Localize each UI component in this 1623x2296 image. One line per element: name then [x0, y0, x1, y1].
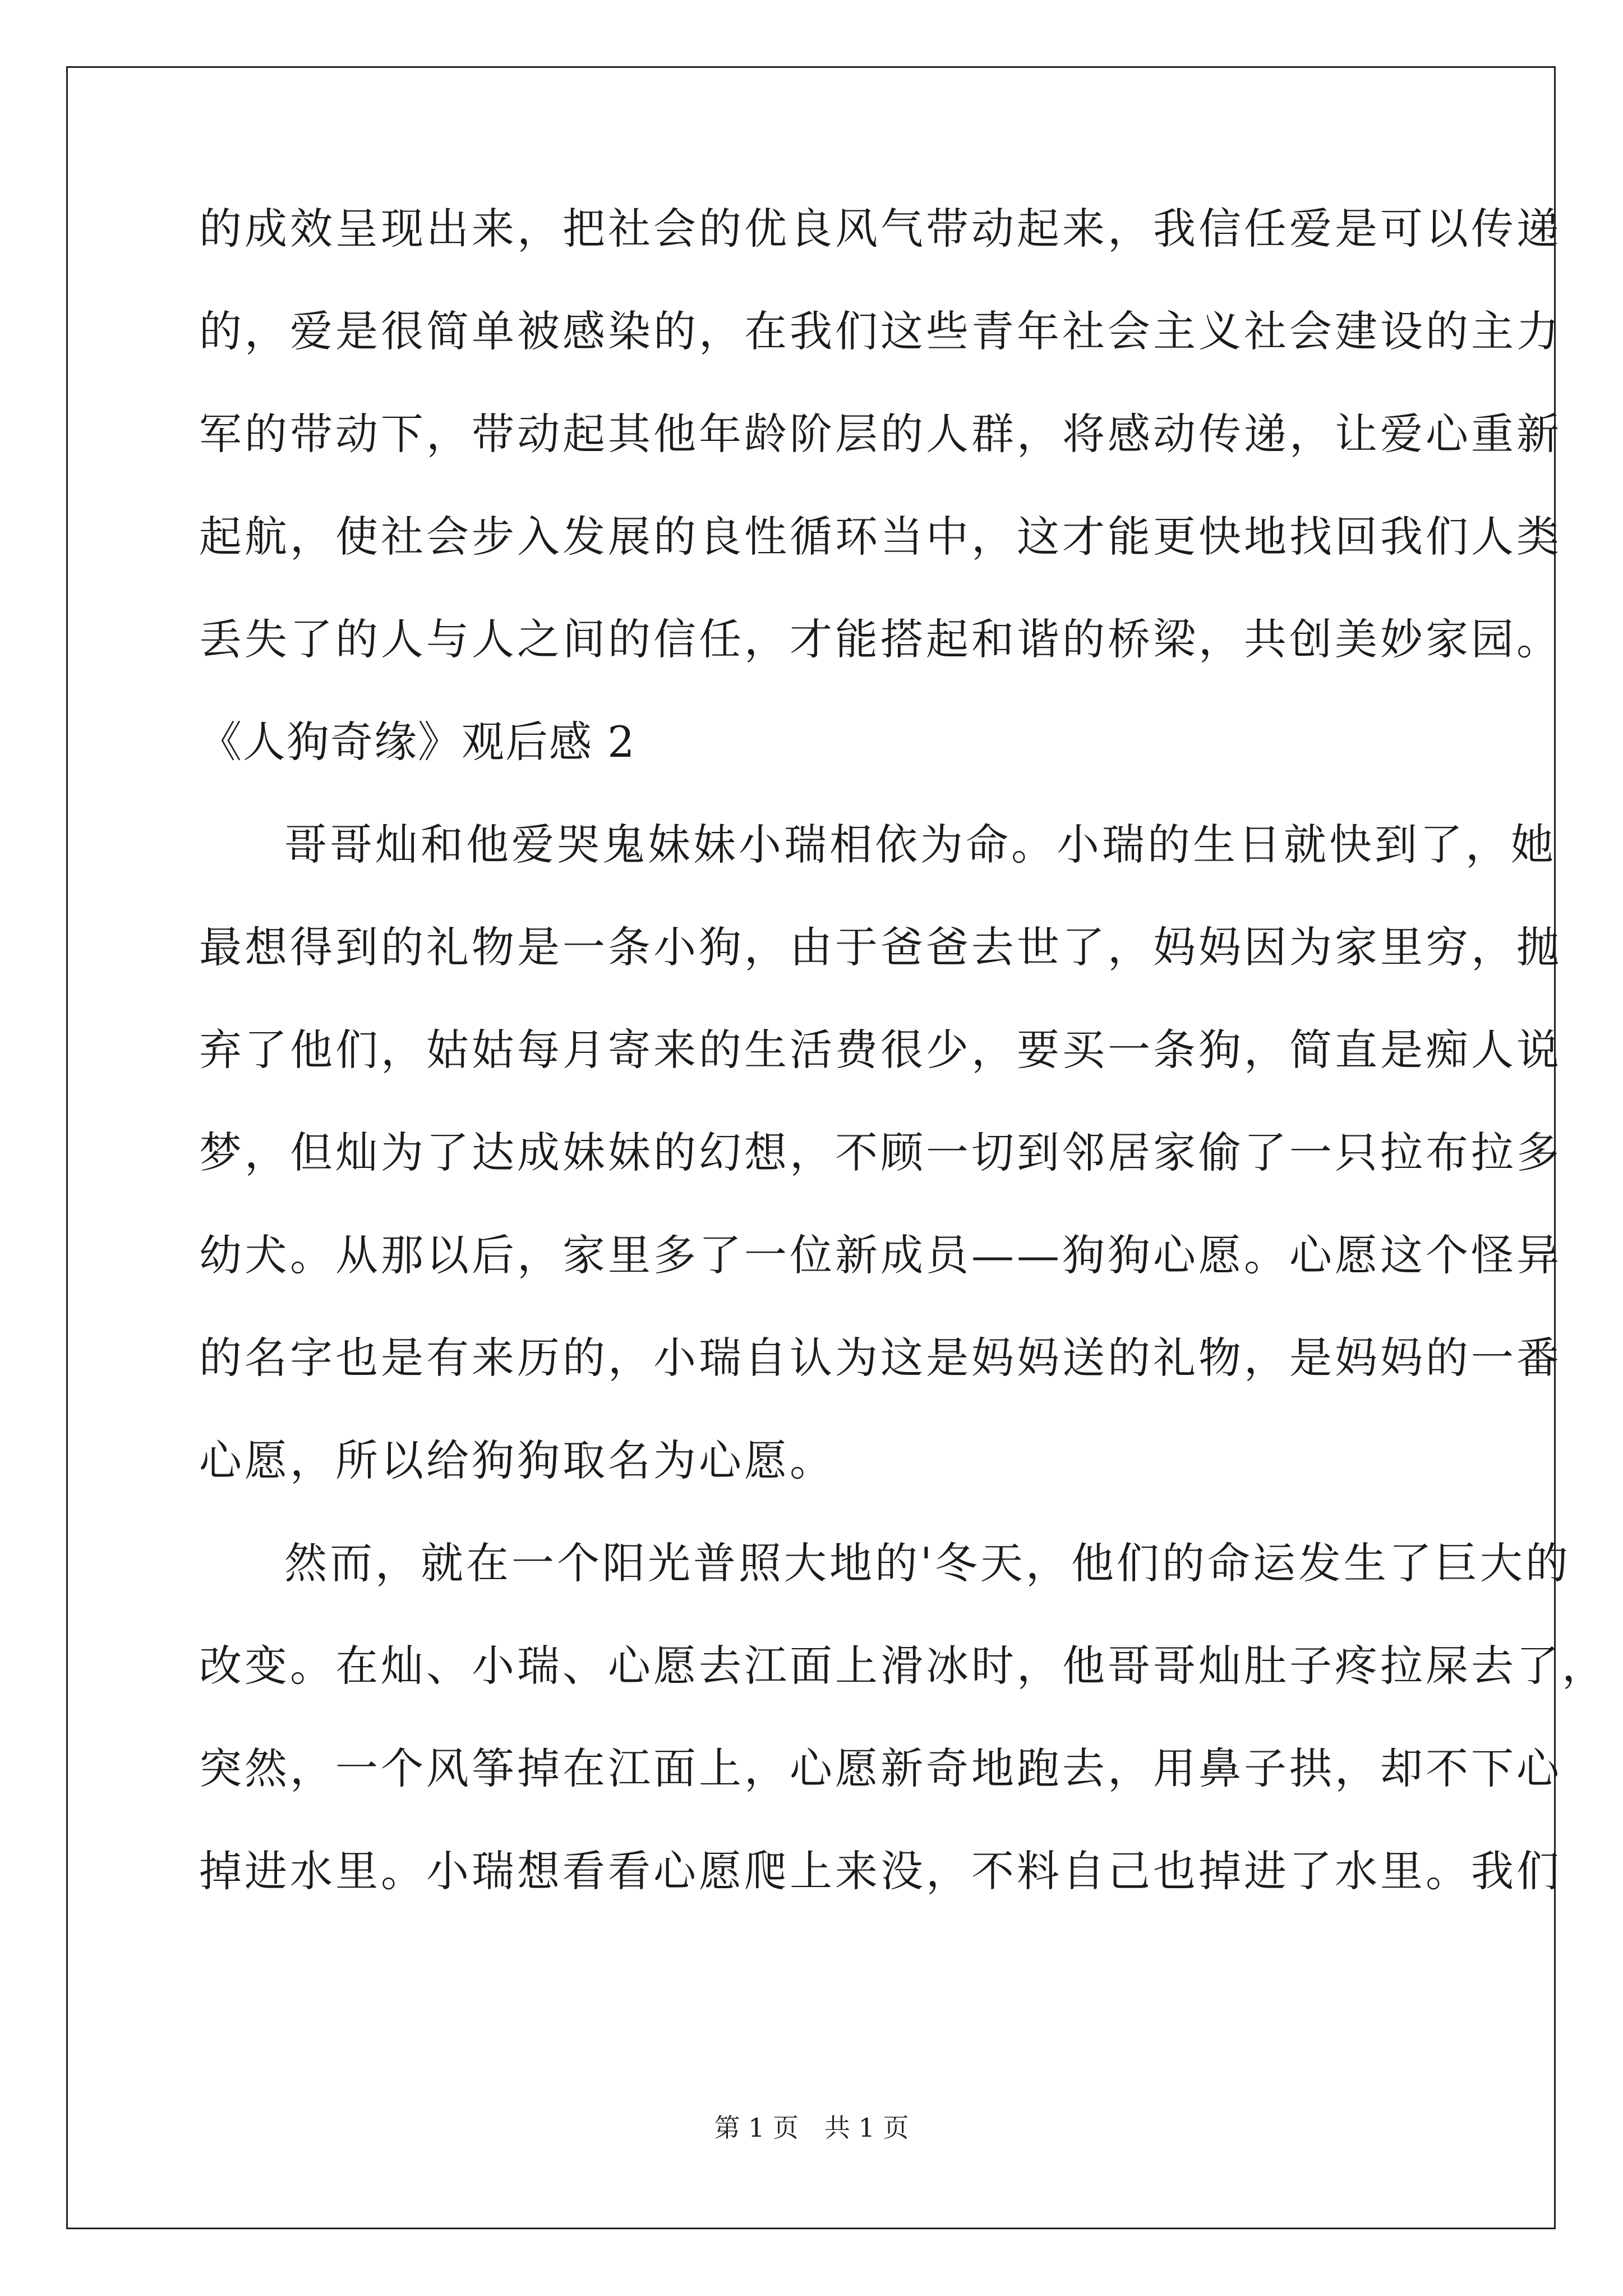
body-line: 丢失了的人与人之间的信任，才能搭起和谐的桥梁，共创美妙家园。 [199, 614, 1562, 664]
body-line: 军的带动下，带动起其他年龄阶层的人群，将感动传递，让爱心重新 [199, 409, 1562, 459]
paragraph-first-line: 然而，就在一个阳光普照大地的'冬天，他们的命运发生了巨大的 [284, 1538, 1571, 1588]
section-heading: 《人狗奇缘》观后感 2 [199, 717, 636, 767]
body-line: 掉进水里。小瑞想看看心愿爬上来没，不料自己也掉进了水里。我们 [199, 1846, 1562, 1896]
body-line: 弃了他们，姑姑每月寄来的生活费很少，要买一条狗，简直是痴人说 [199, 1025, 1562, 1075]
body-line: 改变。在灿、小瑞、心愿去江面上滑冰时，他哥哥灿肚子疼拉屎去了， [199, 1641, 1607, 1691]
body-line: 突然，一个风筝掉在江面上，心愿新奇地跑去，用鼻子拱，却不下心 [199, 1743, 1562, 1793]
page-number-footer: 第 1 页 共 1 页 [714, 2113, 909, 2143]
body-line: 最想得到的礼物是一条小狗，由于爸爸去世了，妈妈因为家里穷，抛 [199, 922, 1562, 972]
body-line: 心愿，所以给狗狗取名为心愿。 [199, 1435, 835, 1485]
body-line: 幼犬。从那以后，家里多了一位新成员——狗狗心愿。心愿这个怪异 [199, 1230, 1562, 1280]
document-body [199, 204, 1607, 1953]
body-line: 的成效呈现出来，把社会的优良风气带动起来，我信任爱是可以传递 [199, 204, 1562, 254]
body-line: 的，爱是很简单被感染的，在我们这些青年社会主义社会建设的主力 [199, 306, 1562, 356]
body-line: 的名字也是有来历的，小瑞自认为这是妈妈送的礼物，是妈妈的一番 [199, 1333, 1562, 1383]
body-line: 起航，使社会步入发展的良性循环当中，这才能更快地找回我们人类 [199, 512, 1562, 562]
body-line: 梦，但灿为了达成妹妹的幻想，不顾一切到邻居家偷了一只拉布拉多 [199, 1128, 1562, 1177]
paragraph-first-line: 哥哥灿和他爱哭鬼妹妹小瑞相依为命。小瑞的生日就快到了，她 [284, 820, 1556, 869]
